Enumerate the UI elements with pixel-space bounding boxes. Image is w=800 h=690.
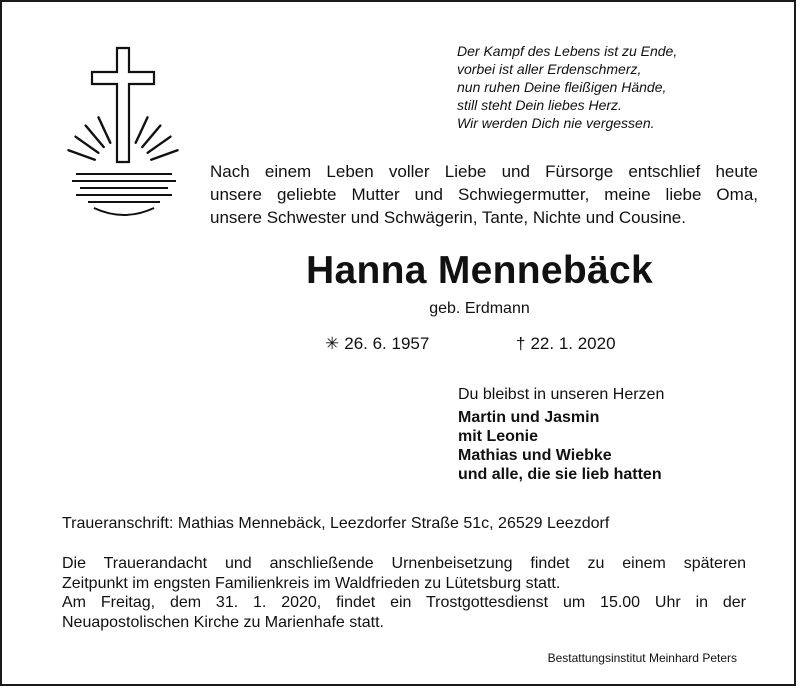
ray-line <box>142 126 160 147</box>
notice-line: Die Trauerandacht und anschließende Urnenbeisetzung findet zu einem späteren <box>62 555 746 572</box>
ray-line <box>136 117 148 142</box>
poem-line: Wir werden Dich nie vergessen. <box>457 115 655 131</box>
ray-line <box>76 137 99 153</box>
mourner-name: Martin und Jasmin <box>458 409 600 426</box>
death-cross-icon: † <box>516 334 526 353</box>
mourner-name: mit Leonie <box>458 428 539 445</box>
mourners-heading: Du bleibst in unseren Herzen <box>458 386 665 403</box>
death-date-line <box>516 333 616 355</box>
cross-sunrise-icon <box>54 44 194 224</box>
mourner-name: und alle, die sie lieb hatten <box>458 466 662 483</box>
ray-line <box>148 137 171 153</box>
ray-line <box>99 117 111 142</box>
intro-line: unsere Schwester und Schwägerin, Tante, Nichte und Cousine. <box>210 208 686 227</box>
death-date: 22. 1. 2020 <box>530 334 616 353</box>
birth-date-line <box>325 333 429 355</box>
mourning-address: Traueranschrift: Mathias Mennebäck, Leezdorfer Straße 51c, 26529 Leezdorf <box>62 515 610 532</box>
intro-text <box>210 160 758 229</box>
birth-star-icon: ✳ <box>325 334 340 353</box>
ray-line <box>86 126 104 147</box>
deceased-name: Hanna Mennebäck <box>306 249 653 292</box>
poem-line: vorbei ist aller Erdenschmerz, <box>457 61 642 77</box>
notice-line: Zeitpunkt im engsten Familienkreis im Waldfrieden zu Lütetsburg statt. <box>62 574 561 592</box>
undertaker-name: Bestattungsinstitut Meinhard Peters <box>547 651 737 665</box>
notice-line: Am Freitag, dem 31. 1. 2020, findet ein Trostgottesdienst um 15.00 Uhr in der <box>62 594 746 611</box>
notice-line: Neuapostolischen Kirche zu Marienhafe statt. <box>62 613 384 631</box>
poem <box>457 42 777 132</box>
poem-line: Der Kampf des Lebens ist zu Ende, <box>457 43 678 59</box>
poem-line: nun ruhen Deine fleißigen Hände, <box>457 79 667 95</box>
intro-line: Nach einem Leben voller Liebe und Fürsorge entschlief heute <box>210 162 758 181</box>
birth-date: 26. 6. 1957 <box>344 334 430 353</box>
poem-line: still steht Dein liebes Herz. <box>457 97 622 113</box>
mourners-block <box>458 384 778 484</box>
ray-line <box>69 150 95 160</box>
service-notice <box>62 554 746 632</box>
intro-line: unsere geliebte Mutter und Schwiegermutter, meine liebe Oma, <box>210 185 758 204</box>
mourner-name: Mathias und Wiebke <box>458 447 612 464</box>
born-name: geb. Erdmann <box>429 300 530 317</box>
ray-line <box>151 150 177 160</box>
